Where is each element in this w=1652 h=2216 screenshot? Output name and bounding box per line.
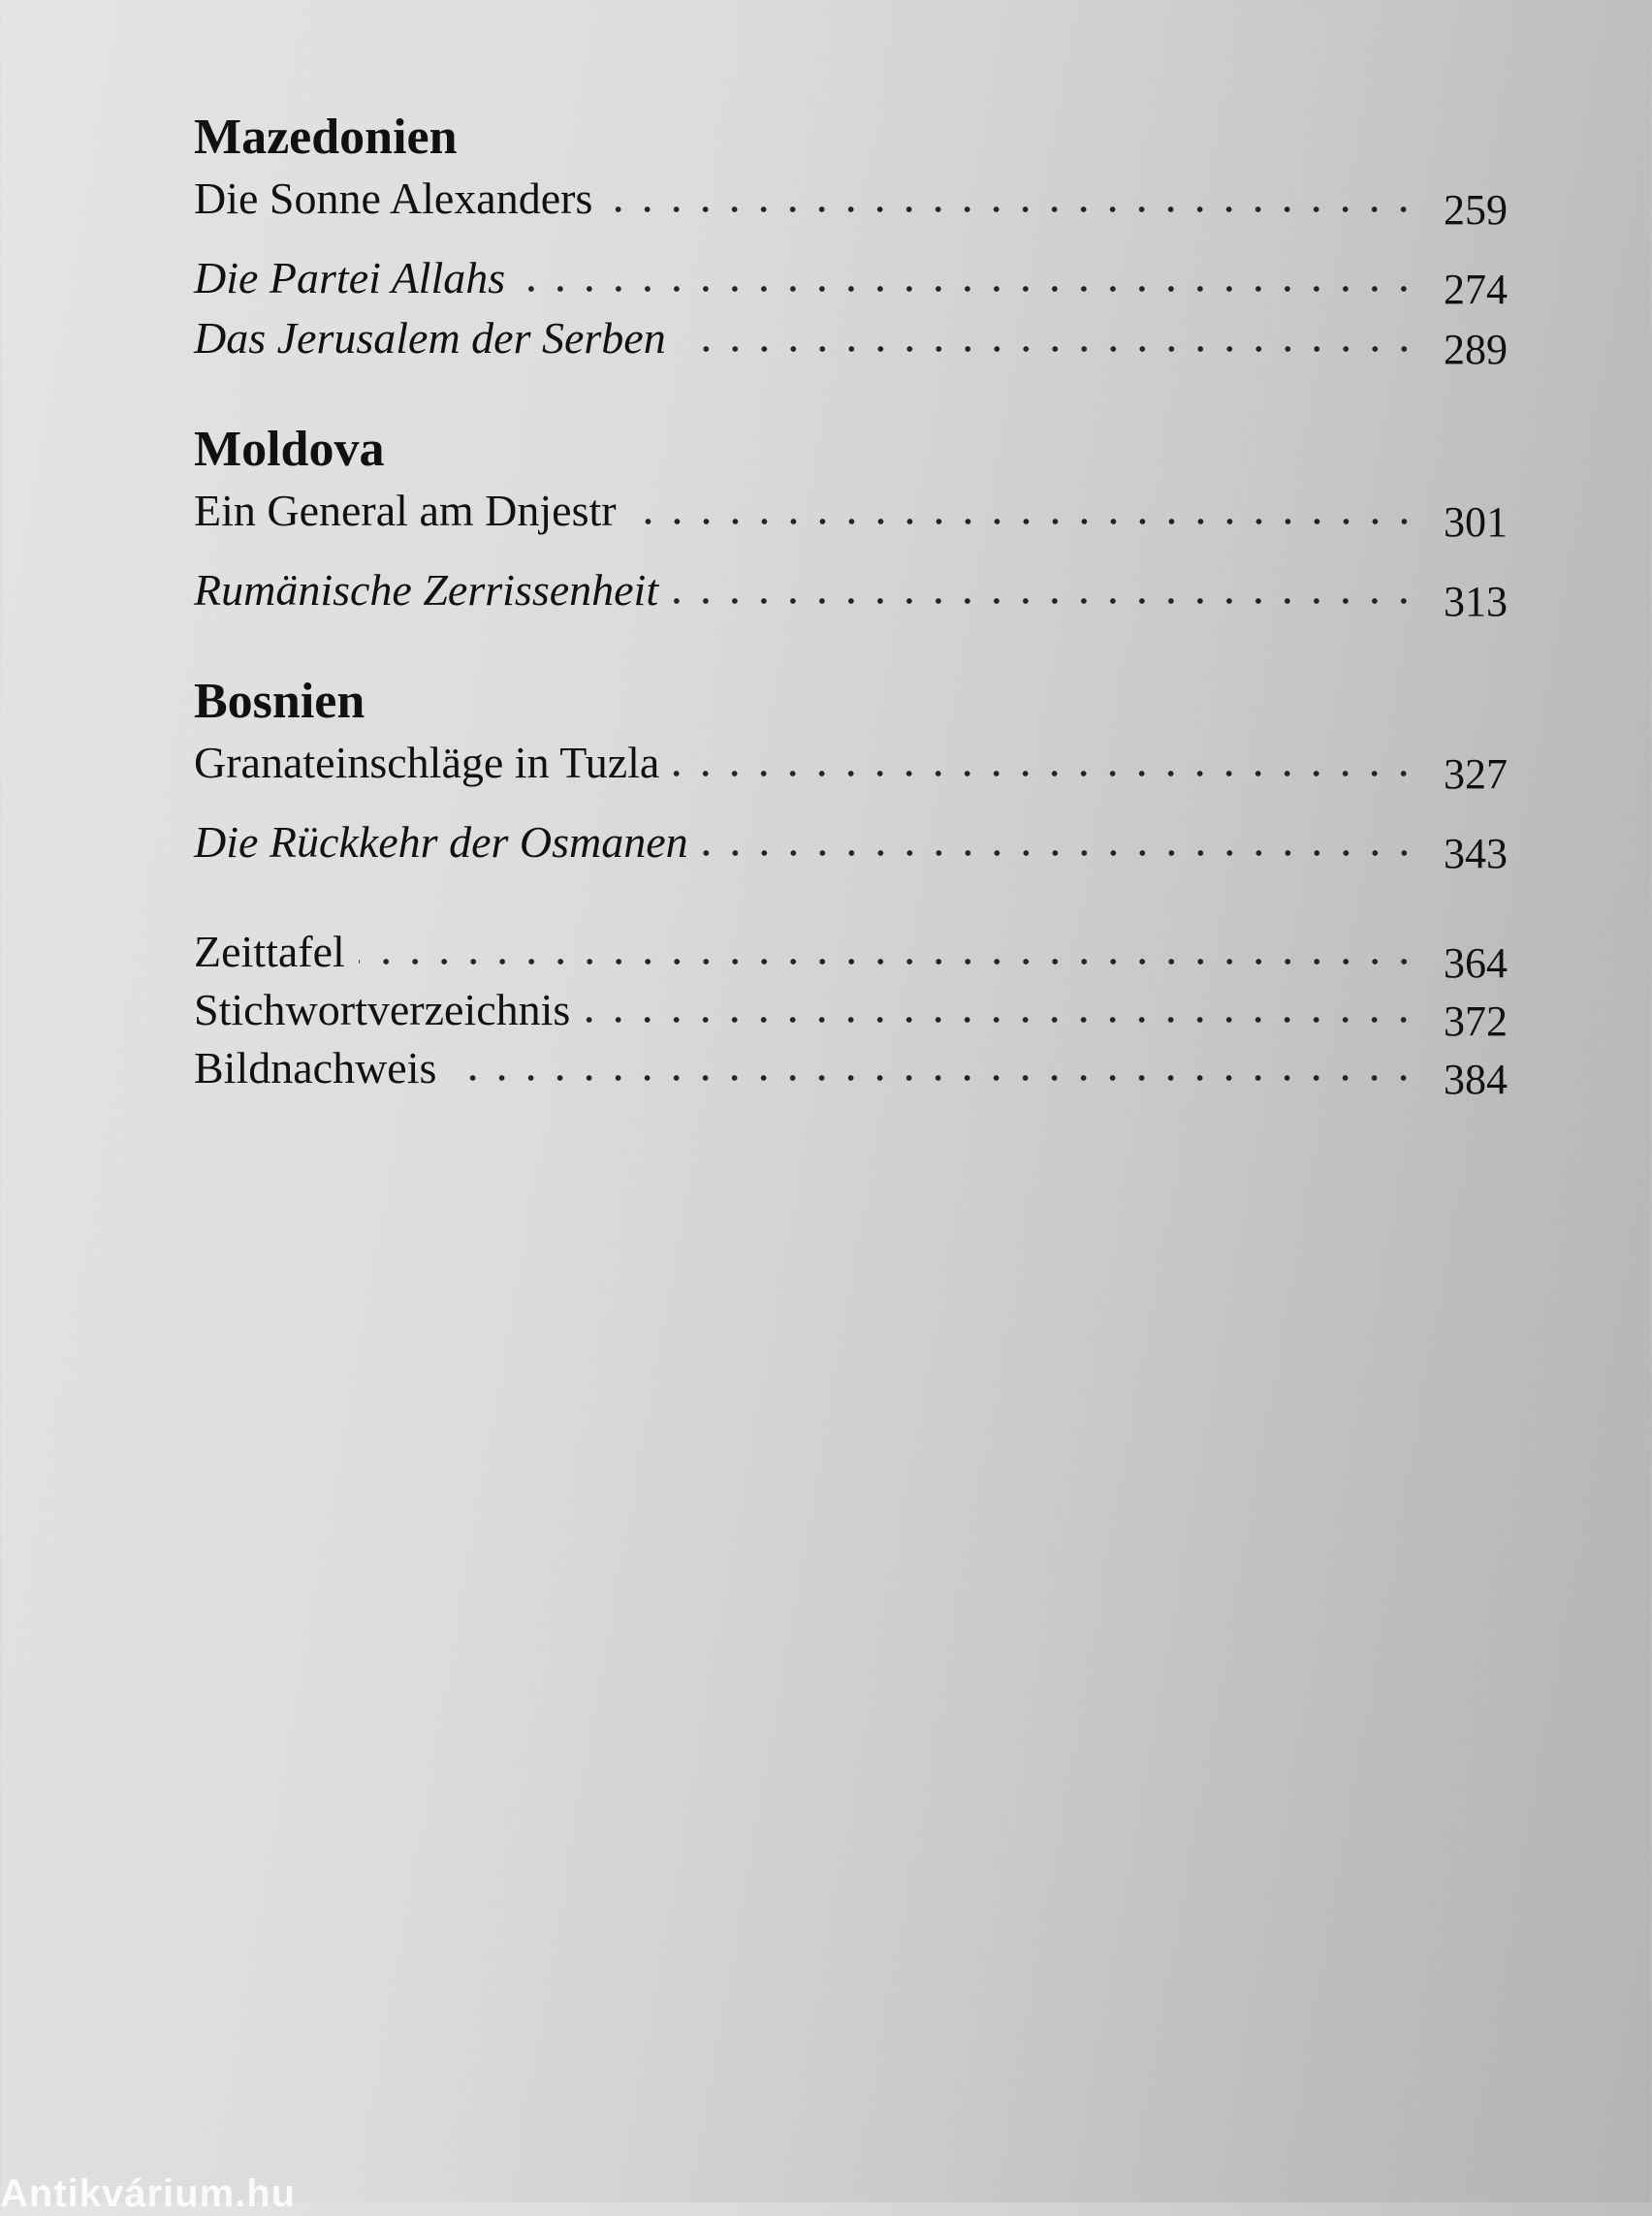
toc-entry xyxy=(194,481,1508,546)
dot-leader xyxy=(584,1014,1418,1026)
dot-leader xyxy=(450,1072,1418,1084)
toc-entry xyxy=(194,923,1508,987)
page-number: 259 xyxy=(1444,186,1508,234)
dot-leader xyxy=(673,768,1418,779)
section-title: Bosnien xyxy=(194,674,365,729)
entry-title: Rumänische Zerrissenheit xyxy=(194,565,659,615)
page-number: 313 xyxy=(1444,578,1508,625)
page-number: 274 xyxy=(1444,266,1508,313)
toc-entry xyxy=(194,560,1508,625)
entry-title: Granateinschläge in Tuzla xyxy=(194,738,660,787)
toc-appendix xyxy=(194,923,1508,1103)
page-number: 327 xyxy=(1444,750,1508,798)
dot-leader xyxy=(519,283,1418,295)
page-number: 301 xyxy=(1444,498,1508,546)
entry-title: Die Partei Allahs xyxy=(194,253,506,302)
entry-title: Zeittafel xyxy=(194,927,345,976)
dot-leader xyxy=(359,956,1418,967)
section-title: Mazedonien xyxy=(194,110,458,165)
dot-leader xyxy=(606,204,1418,215)
page-number: 343 xyxy=(1444,830,1508,877)
page-number: 289 xyxy=(1444,326,1508,373)
entry-title: Bildnachweis xyxy=(194,1043,437,1092)
section-title: Moldova xyxy=(194,422,385,477)
toc-entry xyxy=(194,733,1508,798)
toc-entry xyxy=(194,981,1508,1045)
toc-entry xyxy=(194,1039,1508,1103)
toc-entry xyxy=(194,308,1508,373)
dot-leader xyxy=(680,343,1418,355)
toc-entry xyxy=(194,248,1508,313)
entry-title: Das Jerusalem der Serben xyxy=(194,313,666,363)
entry-title: Stichwortverzeichnis xyxy=(194,985,571,1034)
entry-title: Ein General am Dnjestr xyxy=(194,486,617,535)
page-number: 372 xyxy=(1444,997,1508,1045)
dot-leader xyxy=(630,516,1418,527)
toc-entry xyxy=(194,169,1508,234)
toc-entry xyxy=(194,812,1508,877)
dot-leader xyxy=(672,595,1418,607)
watermark: Antikvárium.hu xyxy=(0,2172,297,2215)
toc-section-bosnien xyxy=(194,671,1508,877)
dot-leader xyxy=(702,847,1418,859)
toc-section-mazedonien xyxy=(194,107,1508,373)
entry-title: Die Sonne Alexanders xyxy=(194,174,593,223)
entry-title: Die Rückkehr der Osmanen xyxy=(194,817,688,867)
page-number: 364 xyxy=(1444,939,1508,987)
table-of-contents xyxy=(194,107,1508,1103)
toc-section-moldova xyxy=(194,419,1508,625)
page-number: 384 xyxy=(1444,1056,1508,1103)
